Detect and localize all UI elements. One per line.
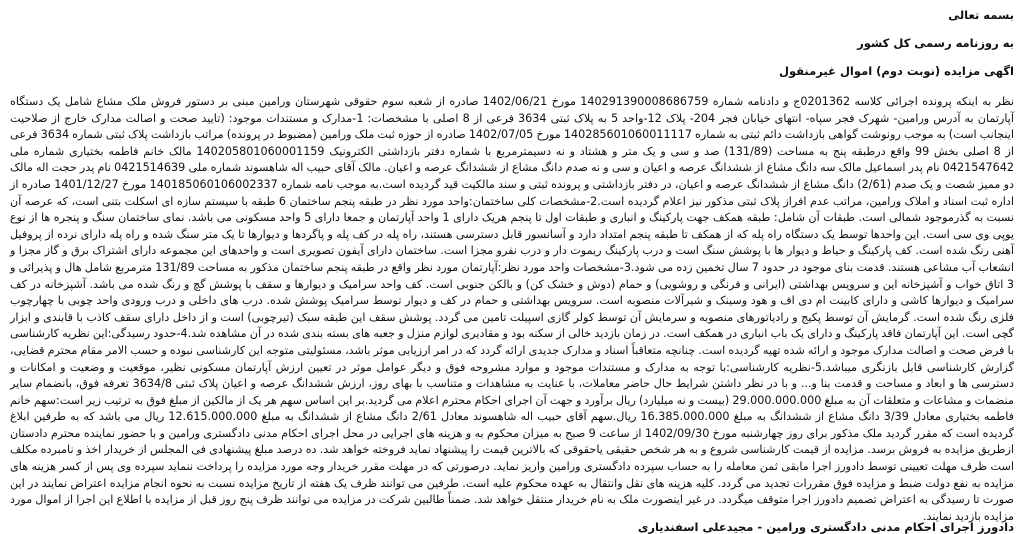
header-recipient: به روزنامه رسمی کل کشور [857, 36, 1014, 50]
signature-line: دادورز اجرای احکام مدنی دادگستری ورامین - مجیدعلی اسفندیاری [637, 520, 1014, 534]
notice-title: اگهی مزایده (نوبت دوم) اموال غیرمنقول [778, 64, 1014, 78]
notice-body: نظر به اینکه پرونده اجرائی کلاسه 0201362ج و دادنامه شماره 140291390008686759 مورخ 1402/06/21 صادره از شعبه سوم حقوقی شهرستان ورامین مبنی بر دستور فروش ملک مشاع شامل یک دستگاه آپارتمان به آدرس ورامین- شهرک فجر سپاه- انتهای خیابان فجر 204- پلاک 12-واحد 5 به پلاک ثبتی 3634 فرعی از 8 اصلی با مشخصات: 1-مدارک و مستندات موجود: (تایید صحت و اصالت مدارک خارج از صلاحیت اینجانب است) به موجب رونوشت گواهی بازداشت دائم ثبتی به شماره 140285601060011117 مورخ 1402/07/05 صادره از حوزه ثبت ملک ورامین (مضبوط در پرونده) مراتب بازداشت پلاک ثبتی شماره 3634 فرعی از 8 اصلی بخش 99 واقع درطبقه پنج به مساحت (131/89) صد و سی و یک متر و هشتاد و نه دسیمترمربع با شماره دفتر بازداشتی الکترونیک 140205801060001159 مالک خانم فاطمه بختیاری شماره ملی 0421547642 نام پدر اسماعیل مالک سه دانگ مشاع از ششدانگ عرصه و اعیان و سی و نه صدم دانگ مشاع از ششدانگ عرصه و اعیان. مالک آقای حبیب اله شاهسوند شماره ملی 0421514639 نام پدر حجت اله مالک دو ممیز شصت و یک صدم (2/61) دانگ مشاع از ششدانگ عرصه و اعیان، در دفتر بازداشتی و پرونده ثبتی و سند مالکیت قید گردیده است.به موجب نامه شماره 140185060106002337 مورخ 1401/12/27 صادره از اداره ثبت اسناد و املاک ورامین، مراتب عدم افراز پلاک ثبتی مذکور نیز اعلام گردیده است.2-مشخصات کلی ساختمان:واحد مورد نظر در طبقه پنجم ساختمان 6 طبقه با سیستم سازه ای اسکلت بتنی است، که عرصه آن نسبت به گذرموجود شمالی است. طبقات آن شامل: طبقه همکف جهت پارکینگ و انباری و طبقات اول تا پنجم هریک دارای 1 واحد آپارتمان و جمعا دارای 5 واحد مسکونی می باشد. نمای ساختمان سنگ و پنجره ها از نوع یوپی وی سی است. این واحدها توسط یک دستگاه راه پله که از همکف تا طبقه پنجم امتداد دارد و آسانسور قابل دسترسی هستند، راه پله در کف پله و پاگردها و دیوارها تا یک متر سنگ شده و راه پله دارای نرده از پروفیل آهنی رنگ شده است. کف پارکینگ و حیاط و دیوار ها با پوشش سنگ است و درب پارکینگ ریموت دار و درب نفرو مجزا است. ساختمان دارای آیفون تصویری است و واحدهای این مجموعه دارای اشتراک برق و گاز مجزا و انشعاب آب مشاعی هستند. قدمت بنای موجود در حدود 7 سال تخمین زده می شود.3-مشخصات واحد مورد نظر:آپارتمان مورد نظر واقع در طبقه پنجم ساختمان مذکور به مساحت 131/89 مترمربع شامل هال و پذیرائی و 3 اتاق خواب و آشپزخانه این و سرویس بهداشتی (ایرانی و فرنگی و روشویی) و حمام (دوش و خشک کن) و بالکن جنوبی است. کف واحد سرامیک و دیوارها و سقف با پوشش گچ و رنگ شده می باشد. آشپزخانه در کف سرامیک و دیوارها کاشی و دارای کابینت ام دی اف و هود وسینک و شیرآلات منصوبه است. سرویس بهداشتی و حمام در کف و دیوار توسط سرامیک پوشش شده. درب های داخلی و درب ورودی واحد چوبی با چهارچوب فلزی رنگ شده است. گرمایش آن توسط پکیج و رادیاتورهای منصوبه و سرمایش آن توسط کولر گازی اسپیلت تامین می گردد. پوشش سقف این طبقه سبک (تیرچوبی) است و از داخل دارای سقف کاذب با قابندی و ابزار گچی است. این آپارتمان فاقد پارکینگ و دارای یک باب انباری در همکف است. در زمان بازدید خالی از سکنه بود و مقادیری لوازم منزل و جعبه های بسته بندی شده در آن مشاهده شد.4-حدود رسیدگی:این نظریه کارشناسی با فرض صحت و اصالت مدارک موجود و ارائه شده تهیه گردیده است. چنانچه متعاقباً اسناد و مدارک جدیدی ارائه گردد که در امر ارزیابی موثر باشد، مسئولیتی متوجه این کارشناسی نبوده و حسب الامر مقام محترم قضایی، گزارش کارشناسی قابل بازنگری میباشد.5-نظریه کارشناسی:با توجه به مدارک و مستندات موجود و موارد مشروحه فوق و دیگر عوامل موثر در تعیین ارزش آپارتمان مسکونی نظیر، موقعیت و وضعیت و امکانات و دسترسی ها و ابعاد و مساحت و قدمت بنا و... و با در نظر داشتن شرایط حال حاضر معاملات، با عنایت به مشاهدات و متناسب با بهای روز، ارزش ششدانگ عرصه و اعیان پلاک ثبتی 3634/8 تعرفه فوق، بانضمام سایر منضمات و مشاعات و متعلقات آن به مبلغ 29.000.000.000 (بیست و نه میلیارد) ریال برآورد و جهت آن اجرای احکام محترم اعلام می گردید.بر این اساس سهم هر یک از مالکین از مبلغ فوق به ترتیب زیر است:سهم خانم فاطمه بختیاری معادل 3/39 دانگ مشاع از ششدانگ به مبلغ 16.385.000.000 ریال.سهم آقای حبیب اله شاهسوند معادل 2/61 دانگ مشاع از ششدانگ به مبلغ 12.615.000.000 ریال می باشد که به طرفین ابلاغ گردیده است که مقرر گردید ملک مذکور برای روز چهارشنبه مورخ 1402/09/30 از ساعت 9 صبح به میزان محکوم به و هزینه های اجرایی در محل اجرای احکام مدنی دادگستری ورامین و با حضور نماینده محترم دادستان ازطریق مزایده به فروش برسد. مزایده از قیمت کارشناسی شروع و به هر شخص حقیقی یاحقوقی که بالاترین قیمت را پیشنهاد نماید فروخته خواهد شد. ده درصد مبلغ پیشنهادی فی المجلس از خریدار اخذ و نامبرده مکلف است ظرف مهلت تعیینی توسط دادورز اجرا مابقی ثمن معامله را به حساب سپرده دادگستری ورامین واریز نماید. درصورتی که در مهلت مقرر خریدار وجه مورد مزایده را پرداخت ننماید سپرده وی پس از کسر هزینه های مزایده به نفع دولت ضبط و مزایده فوق مقررات تجدید می گردد. کلیه هزینه های نقل وانتقال به عهده محکوم علیه است. طرفین می توانند ظرف یک هفته از تاریخ مزایده نسبت به نحوه انجام مزایده اعتراض نمایند در این صورت تا رسیدگی به اعتراض تصمیم دادورز اجرا متوقف میگردد. در غیر اینصورت ملک به نام خریدار منتقل خواهد شد. ضمناً طالبین شرکت در مزایده می توانند ظرف پنج روز قبل از مزایده با اطلاع این اجرا از اموال مورد مزایده بازدید نمایند. [10, 95, 1015, 523]
header-bismillah: بسمه تعالی [948, 8, 1014, 22]
